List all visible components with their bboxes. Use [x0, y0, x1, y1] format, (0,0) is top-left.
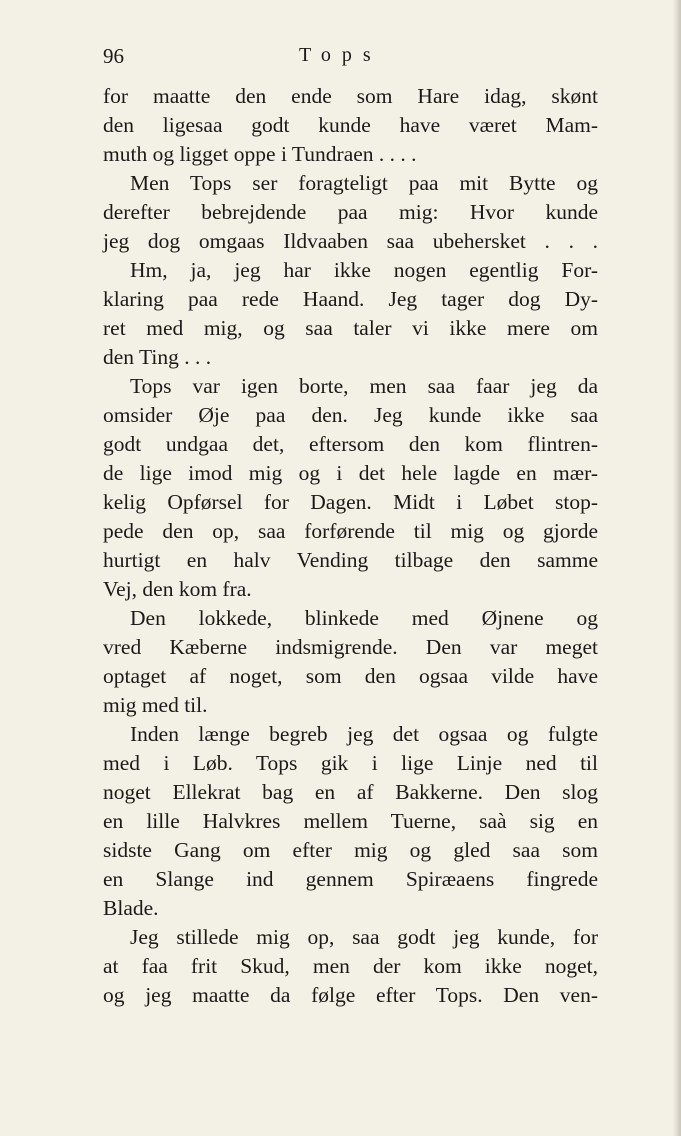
page-header: [0, 44, 681, 74]
text-line: hurtigt en halv Vending tilbage den samme: [103, 548, 598, 572]
text-line: at faa frit Skud, men der kom ikke noget,: [103, 954, 598, 978]
text-line: muth og ligget oppe i Tundraen . . . .: [103, 142, 417, 166]
text-line: den Ting . . .: [103, 345, 212, 369]
text-line: noget Ellekrat bag en af Bakkerne. Den slog: [103, 780, 598, 804]
text-line: Men Tops ser foragteligt paa mit Bytte og: [130, 171, 598, 195]
text-line: og jeg maatte da følge efter Tops. Den ven-: [103, 983, 598, 1007]
text-line: omsider Øje paa den. Jeg kunde ikke saa: [103, 403, 598, 427]
text-line: optaget af noget, som den ogsaa vilde have: [103, 664, 598, 688]
text-line: mig med til.: [103, 693, 208, 717]
text-line: ret med mig, og saa taler vi ikke mere om: [103, 316, 598, 340]
text-line: godt undgaa det, eftersom den kom flintren-: [103, 432, 598, 456]
text-line: jeg dog omgaas Ildvaaben saa ubehersket . . .: [103, 229, 598, 253]
text-line: Tops var igen borte, men saa faar jeg da: [130, 374, 598, 398]
text-line: Inden længe begreb jeg det ogsaa og fulgte: [130, 722, 598, 746]
text-line: Jeg stillede mig op, saa godt jeg kunde, for: [130, 925, 598, 949]
text-line: Hm, ja, jeg har ikke nogen egentlig For-: [130, 258, 598, 282]
text-line: klaring paa rede Haand. Jeg tager dog Dy-: [103, 287, 598, 311]
text-line: med i Løb. Tops gik i lige Linje ned til: [103, 751, 598, 775]
text-line: derefter bebrejdende paa mig: Hvor kunde: [103, 200, 598, 224]
text-line: en lille Halvkres mellem Tuerne, saà sig en: [103, 809, 598, 833]
page-edge-shadow: [673, 0, 681, 1136]
text-line: sidste Gang om efter mig og gled saa som: [103, 838, 598, 862]
text-line: vred Kæberne indsmigrende. Den var meget: [103, 635, 598, 659]
text-line: for maatte den ende som Hare idag, skønt: [103, 84, 598, 108]
running-title: Tops: [299, 44, 382, 66]
body-text: [103, 82, 598, 1010]
text-line: Vej, den kom fra.: [103, 577, 252, 601]
text-line: den ligesaa godt kunde have været Mam-: [103, 113, 598, 137]
text-line: kelig Opførsel for Dagen. Midt i Løbet stop-: [103, 490, 598, 514]
text-line: pede den op, saa forførende til mig og gjorde: [103, 519, 598, 543]
text-line: Den lokkede, blinkede med Øjnene og: [130, 606, 598, 630]
text-line: en Slange ind gennem Spiræaens fingrede: [103, 867, 598, 891]
text-line: Blade.: [103, 896, 159, 920]
text-line: de lige imod mig og i det hele lagde en mær-: [103, 461, 598, 485]
page-number: 96: [103, 44, 124, 68]
